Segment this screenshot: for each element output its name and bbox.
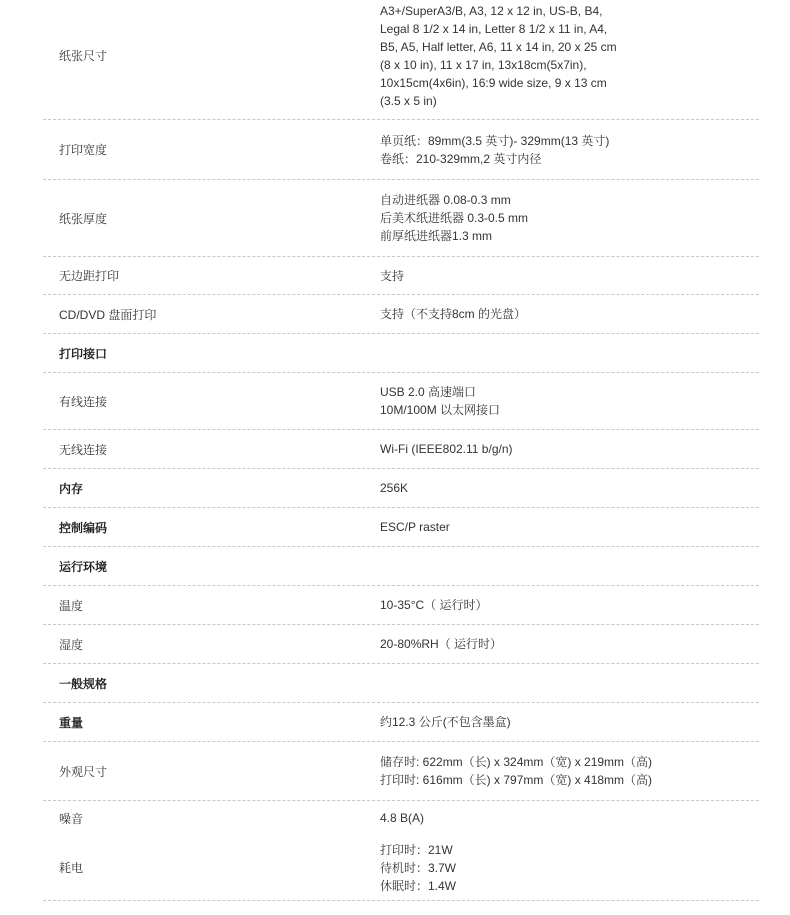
spec-value [380,596,759,614]
spec-value-line: 支持（不支持8cm 的光盘） [380,307,527,321]
spec-label: 控制编码 [59,520,108,535]
spec-label: 无线连接 [59,442,108,457]
spec-label: 耗电 [59,861,84,875]
spec-value-line: 储存时: 622mm（长) x 324mm（宽) x 219mm（高) [380,755,653,769]
spec-value-line: 自动进纸器 0.08-0.3 mm [380,193,511,207]
spec-value-line: 10x15cm(4x6in), 16:9 wide size, 9 x 13 cm [380,75,607,90]
spec-value [380,191,759,245]
spec-row-paper-size [43,0,759,120]
spec-section-general [43,664,759,703]
spec-row-control-code [43,508,759,547]
section-heading: 打印接口 [59,346,108,361]
spec-value-line: 4.8 B(A) [380,811,425,825]
spec-value [380,267,759,285]
spec-value-line: 单页纸：89mm(3.5 英寸)- 329mm(13 英寸) [380,133,610,148]
spec-value-line: A3+/SuperA3/B, A3, 12 x 12 in, US-B, B4, [380,3,603,18]
spec-row-memory [43,469,759,508]
spec-row-noise [43,801,759,835]
spec-label: 内存 [59,481,84,496]
spec-value [380,518,759,536]
spec-value-line: 打印时：21W [380,842,453,857]
spec-value-line: 后美术纸进纸器 0.3-0.5 mm [380,211,529,225]
spec-value-line: (8 x 10 in), 11 x 17 in, 13x18cm(5x7in), [380,57,587,72]
section-heading: 运行环境 [59,559,108,574]
spec-row-paper-thickness [43,180,759,257]
spec-row-weight [43,703,759,742]
spec-value-line: 卷纸：210-329mm,2 英寸内径 [380,151,542,166]
spec-value-line: Wi-Fi (IEEE802.11 b/g/n) [380,442,513,456]
spec-value [380,809,759,827]
spec-row-dimensions [43,742,759,801]
spec-section-interface [43,334,759,373]
spec-value [380,383,759,419]
spec-label: CD/DVD 盘面打印 [59,307,157,322]
spec-value-line: 待机时：3.7W [380,860,457,875]
spec-label: 有线连接 [59,394,108,409]
spec-value-line: B5, A5, Half letter, A6, 11 x 14 in, 20 x 25 cm [380,39,617,54]
spec-label: 重量 [59,715,84,730]
spec-value [380,841,759,895]
spec-label: 外观尺寸 [59,764,108,779]
spec-row-print-width [43,120,759,180]
spec-value [380,440,759,458]
spec-row-power [43,835,759,901]
spec-row-wireless [43,430,759,469]
spec-value-line: 休眠时：1.4W [380,878,457,893]
spec-row-cd-dvd [43,295,759,334]
spec-label: 打印宽度 [59,143,108,157]
spec-value-line: 支持 [380,268,405,283]
spec-value-line: 10M/100M 以太网接口 [380,403,501,417]
spec-value-line: 10-35°C（ 运行时） [380,598,488,612]
spec-section-environment [43,547,759,586]
spec-value-line: Legal 8 1/2 x 14 in, Letter 8 1/2 x 11 in, A4, [380,21,608,36]
spec-label: 温度 [59,598,84,613]
spec-value [380,2,759,110]
spec-label: 无边距打印 [59,269,120,283]
spec-row-humidity [43,625,759,664]
spec-value [380,479,759,497]
spec-value-line: 打印时: 616mm（长) x 797mm（宽) x 418mm（高) [380,773,653,787]
spec-value [380,132,759,168]
section-heading: 一般规格 [59,676,108,691]
spec-label: 噪音 [59,811,84,826]
spec-value-line: ESC/P raster [380,520,450,534]
spec-value [380,305,759,323]
spec-row-temperature [43,586,759,625]
spec-value [380,713,759,731]
spec-value [380,753,759,789]
spec-value [380,635,759,653]
spec-value-line: 约12.3 公斤(不包含墨盒) [380,715,511,729]
spec-value-line: (3.5 x 5 in) [380,93,437,108]
spec-label: 纸张尺寸 [59,49,108,63]
spec-table [43,0,759,901]
spec-value-line: 256K [380,481,409,495]
spec-label: 纸张厚度 [59,211,108,226]
spec-row-wired [43,373,759,430]
spec-label: 湿度 [59,637,84,652]
spec-value-line: USB 2.0 高速端口 [380,385,477,399]
spec-value-line: 前厚纸进纸器1.3 mm [380,229,493,243]
spec-value-line: 20-80%RH（ 运行时） [380,637,503,651]
spec-row-borderless [43,257,759,295]
